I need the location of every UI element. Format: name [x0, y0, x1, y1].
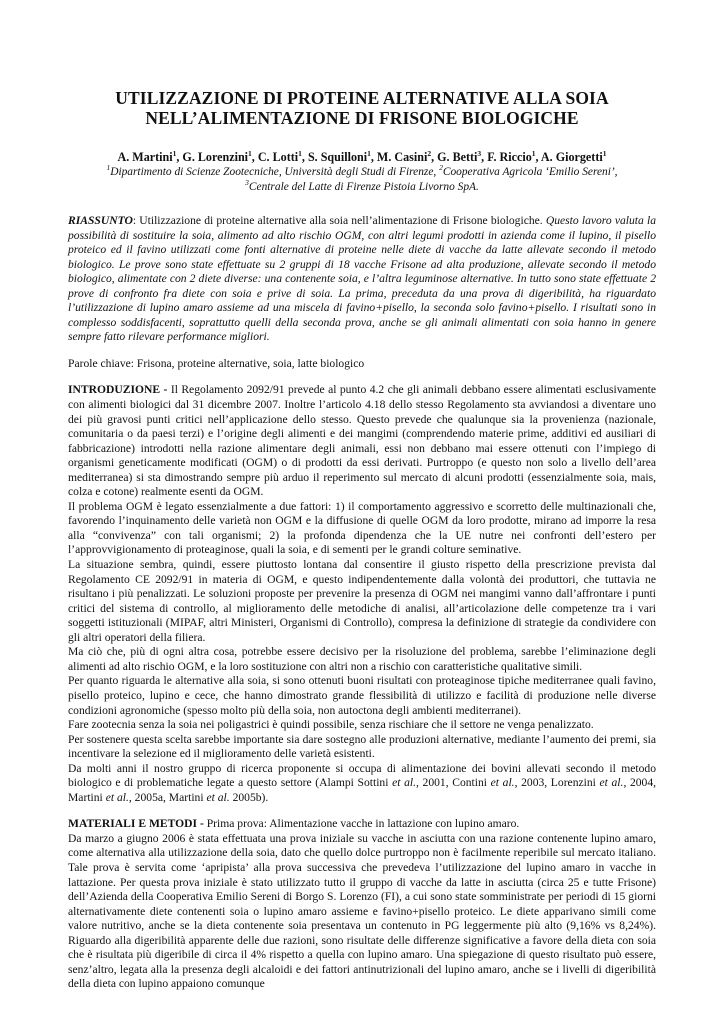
- citation-etal: et al.: [599, 776, 624, 790]
- author-affil-mark: 1: [531, 148, 536, 158]
- author-name: G. Lorenzini: [182, 150, 249, 164]
- author-affil-mark: 3: [477, 148, 482, 158]
- keywords: Parole chiave: Frisona, proteine alternative, soia, latte biologico: [68, 356, 365, 370]
- citation-etal: et al.: [392, 776, 416, 790]
- affil-mark: 2: [439, 163, 443, 173]
- author-affil-mark: 1: [367, 148, 371, 158]
- author-name: S. Squilloni: [307, 150, 368, 164]
- author-name: A. Giorgetti: [540, 150, 603, 164]
- affil-mark: 3: [245, 177, 249, 187]
- intro-paragraph: Il problema OGM è legato essenzialmente a due fattori: 1) il comportamento aggressivo e scorretto delle multinazionali che, favorendo l’inquinamento delle varietà non OGM e la diffusione di quelle OGM da loro prodotte, mirano ad imporre la resa alla “convivenza” con tali organismi; 2) la profonda dipendenza che la UE nutre nei confronti dell’estero per l’approvvigionamento di proteaginose, quali la soia, e di sementi per le grandi colture seminative.: [68, 499, 656, 557]
- methods-heading-line: [68, 817, 656, 832]
- abstract-label: RIASSUNTO: [68, 214, 133, 227]
- title-line-2: NELL’ALIMENTAZIONE DI FRISONE BIOLOGICHE: [145, 108, 579, 128]
- intro-heading: INTRODUZIONE -: [68, 383, 171, 397]
- affiliation-1: Dipartimento di Scienze Zootecniche, Università degli Studi di Firenze,: [110, 166, 440, 178]
- methods-section: [68, 817, 656, 992]
- methods-heading: MATERIALI E METODI -: [68, 817, 207, 831]
- affiliations: [68, 165, 656, 194]
- intro-paragraph: Da molti anni il nostro gruppo di ricerca proponente si occupa di alimentazione dei bovini allevati secondo il metodo biologico e di problematiche legate a questo settore (Alampi Sottini et al., 2001, Contini et al., 2003, Lorenzini et al., 2004, Martini et al., 2005a, Martini et al. 2005b).: [68, 761, 657, 804]
- author-name: F. Riccio: [487, 150, 532, 164]
- author-affil-mark: 1: [248, 148, 252, 158]
- citation-etal: et al.: [206, 790, 230, 804]
- affiliation-3: Centrale del Latte di Firenze Pistoia Livorno SpA.: [248, 180, 479, 193]
- methods-paragraph: Da marzo a giugno 2006 è stata effettuata una prova iniziale su vacche in asciutta con una razione contenente lupino amaro, come alternativa alla utilizzazione della soia, dato che quello dolce purtroppo non è facilmente reperibile sul mercato italiano. Tale prova è servita come ‘apripista’ alla prova successiva che prevedeva l’utilizzazione del lupino amaro in vacche in lattazione. Per questa prova iniziale è stato utilizzato tutto il gruppo di vacche da latte in asciutta (circa 25 e tutte Frisone) dell’Azienda della Cooperativa Emilio Sereni di Borgo S. Lorenzo (FI), a cui sono state somministrate per periodi di 15 giorni alternativamente diete contenenti soia o lupino amaro assieme e favino+pisello proteico. Le diete apparivano simili come valore nutritivo, anche se la dieta contenente soia presentava un contenuto in PG leggermente più alto (9,16% vs 8,24%). Riguardo alla digeribilità apparente delle due razioni, sono risultate delle differenze significative a favore della dieta con soia che è risultata più digeribile di circa il 4% rispetto a quella con lupino amaro. Una spiegazione di questo risultato può essere, senz’altro, legata alla la presenza degli alcaloidi e dei fattori antinutrizionali del lupino amaro, anche se i livelli di digeribilità della dieta con lupino appaiono comunque: [68, 831, 656, 991]
- author-name: G. Betti: [437, 150, 478, 164]
- citation-etal: et al.: [105, 790, 129, 804]
- abstract-body: Questo lavoro valuta la possibilità di sostituire la soia, alimento ad alto rischio OGM, con altri legumi prodotti in azienda come il lupino, il pisello proteico ed il favino utilizzati come fonti alternative di proteine nelle diete di vacche da latte allevate secondo il metodo biologico. Le prove sono state effettuate su 2 gruppi di 18 vacche Frisone ad alta produzione, allevate secondo il metodo biologico, alimentate con 2 diete diverse: una contenente soia, e l’altra leguminose alternative. In tutto sono state effettuate 2 prove di confronto fra diete con soia e prive di soia. La prima, preceduta da una prova di digeribilità, ha riguardato l’utilizzazione di lupino amaro assieme ad una miscela di favino+pisello, la seconda solo favino+pisello. I risultati sono in complesso soddisfacenti, soprattutto quelli della seconda prova, anche se gli animali alimentati con soia hanno in genere sempre fatto rilevare performance migliori.: [68, 214, 656, 344]
- intro-paragraph: INTRODUZIONE - Il Regolamento 2092/91 prevede al punto 4.2 che gli animali debbano essere alimentati esclusivamente con alimenti biologici dal 31 dicembre 2007. Inoltre l’articolo 4.18 dello stesso Regolamento sta avviandosi a diventare uno dei più gravosi punti critici nell’applicazione dello stesso. Questo prevede che qualunque sia la provenienza (nazionale, comunitaria o da paesi terzi) e l’origine degli alimenti e dei mangimi (comprendendo materie prime, additivi ed ausiliari di fabbricazione) introdotti nella razione alimentare degli animali, essi non debbano mai essere ottenuti con l’impiego di organismi geneticamente modificati (OGM) o di prodotti da essi derivati. Purtroppo (e questo non solo a livello dell’area mediterranea) si sta dimostrando sempre più arduo il reperimento sul mercato di alcuni prodotti (essenzialmente soia, mais, colza e cotone) realmente esenti da OGM.: [68, 383, 657, 499]
- author-list: A. Martini$^1$, G. Lorenzini$^1$, C. Lotti$^1$, S. Squilloni$^1$, M. Casini$^2$, G. Betti$^3$, F. Riccio$^1$, A. Giorgetti$^1$: [117, 148, 607, 164]
- title-line-1: UTILIZZAZIONE DI PROTEINE ALTERNATIVE ALLA SOIA: [115, 88, 609, 108]
- abstract-title: : Utilizzazione di proteine alternative alla soia nell’alimentazione di Frisone biologiche.: [132, 214, 546, 227]
- intro-paragraph: Per quanto riguarda le alternative alla soia, si sono ottenuti buoni risultati con proteaginose tipiche mediterranee quali favino, pisello proteico, lupino e cece, che hanno dimostrato grande flessibilità di utilizzo e facilità di produzione nelle diverse condizioni agronomiche (spesso molto più della soia, non autoctona degli ambienti mediterranei).: [68, 674, 656, 717]
- author-affil-mark: 1: [602, 148, 607, 158]
- author-name: A. Martini: [117, 150, 173, 164]
- affil-mark: 1: [106, 163, 111, 173]
- introduction-section: [68, 383, 656, 805]
- intro-paragraph: Per sostenere questa scelta sarebbe importante sia dare sostegno alle produzioni alternative, mediante l’aumento dei premi, sia incentivare la selezione ed il miglioramento delle varietà esistenti.: [68, 732, 656, 761]
- citation-etal: et al.: [490, 776, 515, 790]
- affiliation-2: Cooperativa Agricola ‘Emilio Sereni’,: [442, 166, 618, 178]
- author-affil-mark: 1: [298, 148, 302, 158]
- intro-paragraph: Ma ciò che, più di ogni altra cosa, potrebbe essere decisivo per la risoluzione del problema, sarebbe l’eliminazione degli alimenti ad alto rischio OGM, e la loro sostituzione con altri non a rischio con caratteristiche qualitative simili.: [68, 645, 656, 673]
- intro-paragraph: La situazione sembra, quindi, essere piuttosto lontana dal consentire il giusto rispetto della prescrizione prevista dal Regolamento CE 2092/91 in materia di OGM, e questo indipendentemente dalla volontà dei produttori, che tuttavia ne risultano i più penalizzati. Le soluzioni proposte per prevenire la presenza di OGM nei mangimi vanno dall’affrontare i punti critici del sistema di controllo, al miglioramento delle metodiche di analisi, all’articolazione delle competenze tra i vari soggetti istituzionali (MIPAF, altri Ministeri, Organismi di Controllo), compresa la definizione di strategie da condividere con gli altri operatori della filiera.: [68, 558, 656, 644]
- abstract: [68, 214, 656, 345]
- methods-subtitle: Prima prova: Alimentazione vacche in lattazione con lupino amaro.: [206, 817, 520, 831]
- author-name: M. Casini: [376, 150, 428, 164]
- author-name: C. Lotti: [257, 150, 299, 164]
- author-affil-mark: 2: [427, 148, 432, 158]
- author-affil-mark: 1: [172, 148, 177, 158]
- paper-title: [68, 88, 656, 128]
- intro-paragraph: Fare zootecnia senza la soia nei poligastrici è quindi possibile, senza rischiare che il settore ne venga penalizzato.: [68, 718, 594, 732]
